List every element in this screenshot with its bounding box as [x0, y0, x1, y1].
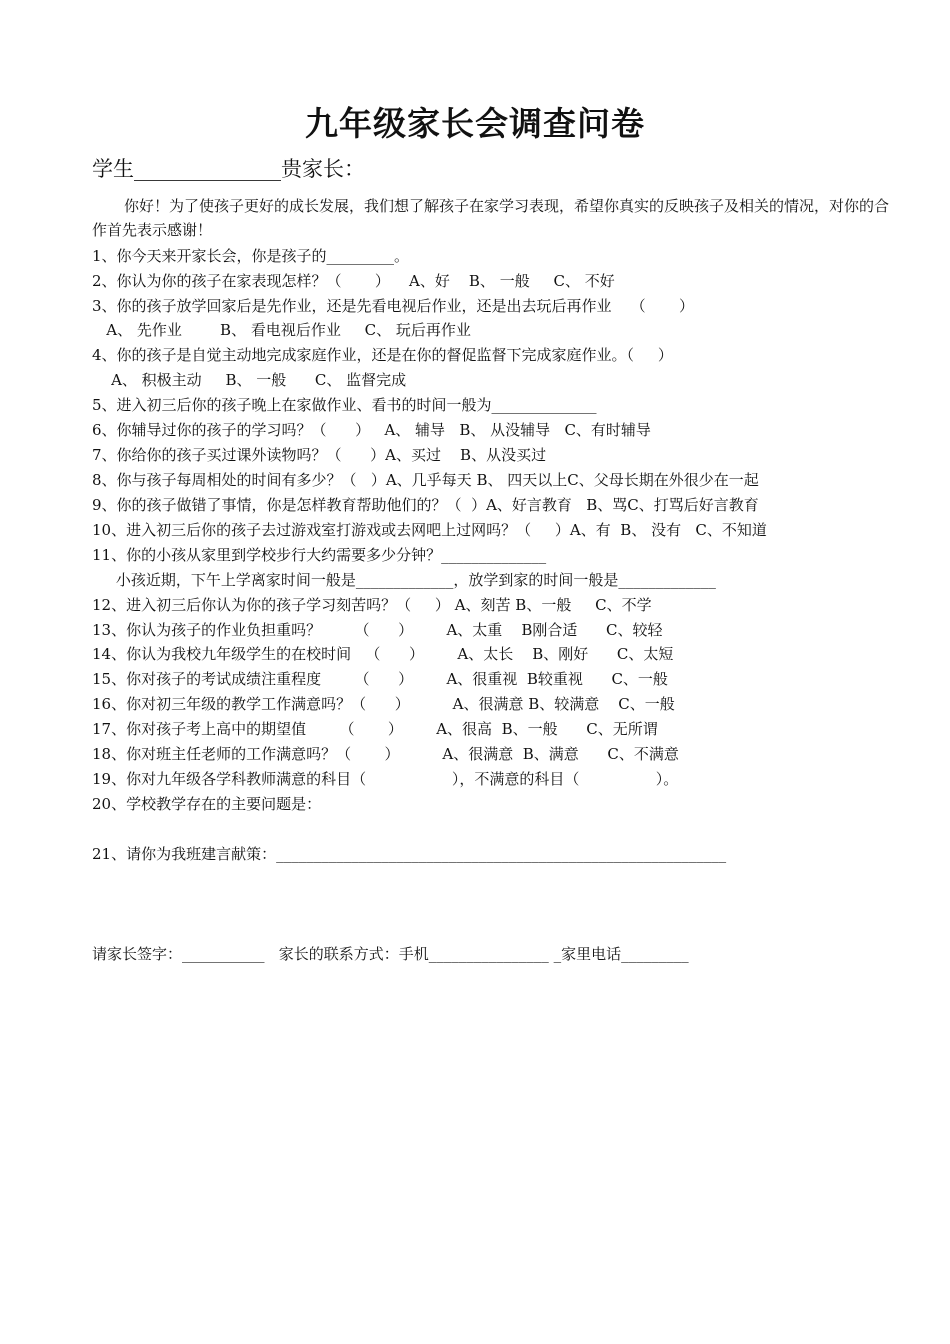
- question-7: 7、你给你的孩子买过课外读物吗？（ ）A、买过 B、从没买过: [92, 446, 547, 464]
- question-11-sub: 小孩近期，下午上学离家时间一般是_____________，放学到家的时间一般是_____________: [92, 571, 716, 589]
- question-19: 19、你对九年级各学科教师满意的科目（ ），不满意的科目（ ）。: [92, 770, 679, 788]
- page-title: 九年级家长会调查问卷: [305, 104, 645, 143]
- question-3-options: A、 先作业 B、 看电视后作业 C、 玩后再作业: [92, 321, 471, 339]
- question-2: 2、你认为你的孩子在家表现怎样？（ ） A、好 B、 一般 C、 不好: [92, 272, 615, 290]
- question-15: 15、你对孩子的考试成绩注重程度 （ ） A、很重视 B较重视 C、一般: [92, 670, 668, 688]
- question-18: 18、你对班主任老师的工作满意吗？（ ） A、很满意 B、满意 C、不满意: [92, 745, 679, 763]
- question-14: 14、你认为我校九年级学生的在校时间 （ ） A、太长 B、刚好 C、太短: [92, 645, 674, 663]
- question-6: 6、你辅导过你的孩子的学习吗？（ ） A、 辅导 B、 从没辅导 C、有时辅导: [92, 421, 651, 439]
- question-21: 21、请你为我班建言献策：____________________________________________________________: [92, 845, 727, 863]
- question-20: 20、学校教学存在的主要问题是：: [92, 795, 322, 813]
- question-5: 5、进入初三后你的孩子晚上在家做作业、看书的时间一般为______________: [92, 396, 597, 414]
- question-4-options: A、 积极主动 B、 一般 C、 监督完成: [92, 371, 407, 389]
- question-4: 4、你的孩子是自觉主动地完成家庭作业，还是在你的督促监督下完成家庭作业。（ ）: [92, 346, 673, 364]
- intro-paragraph: 你好！为了使孩子更好的成长发展，我们想了解孩子在家学习表现，希望你真实的反映孩子及相关的情况，对你的合作首先表示感谢！: [92, 197, 890, 239]
- question-8: 8、你与孩子每周相处的时间有多少？（ ）A、几乎每天 B、 四天以上C、父母长期在外很少在一起: [92, 471, 759, 489]
- question-10: 10、进入初三后你的孩子去过游戏室打游戏或去网吧上过网吗？（ ）A、有 B、 没有 C、不知道: [92, 521, 767, 539]
- question-3: 3、你的孩子放学回家后是先作业，还是先看电视后作业，还是出去玩后再作业 （ ）: [92, 297, 694, 315]
- question-16: 16、你对初三年级的教学工作满意吗？（ ） A、很满意 B、较满意 C、一般: [92, 695, 675, 713]
- signature-contact-line: 请家长签字：___________ 家长的联系方式：手机________________ _家里电话_________: [92, 945, 689, 963]
- question-13: 13、你认为孩子的作业负担重吗？ （ ） A、太重 B刚合适 C、较轻: [92, 621, 663, 639]
- question-1: 1、你今天来开家长会，你是孩子的_________。: [92, 247, 410, 265]
- question-11: 11、你的小孩从家里到学校步行大约需要多少分钟？______________: [92, 546, 547, 564]
- question-17: 17、你对孩子考上高中的期望值 （ ） A、很高 B、一般 C、无所谓: [92, 720, 658, 738]
- question-12: 12、进入初三后你认为你的孩子学习刻苦吗？（ ） A、刻苦 B、一般 C、不学: [92, 596, 652, 614]
- greeting: 学生______________贵家长：: [92, 157, 365, 181]
- question-9: 9、你的孩子做错了事情，你是怎样教育帮助他们的？（ ）A、好言教育 B、骂C、打骂后好言教育: [92, 496, 759, 514]
